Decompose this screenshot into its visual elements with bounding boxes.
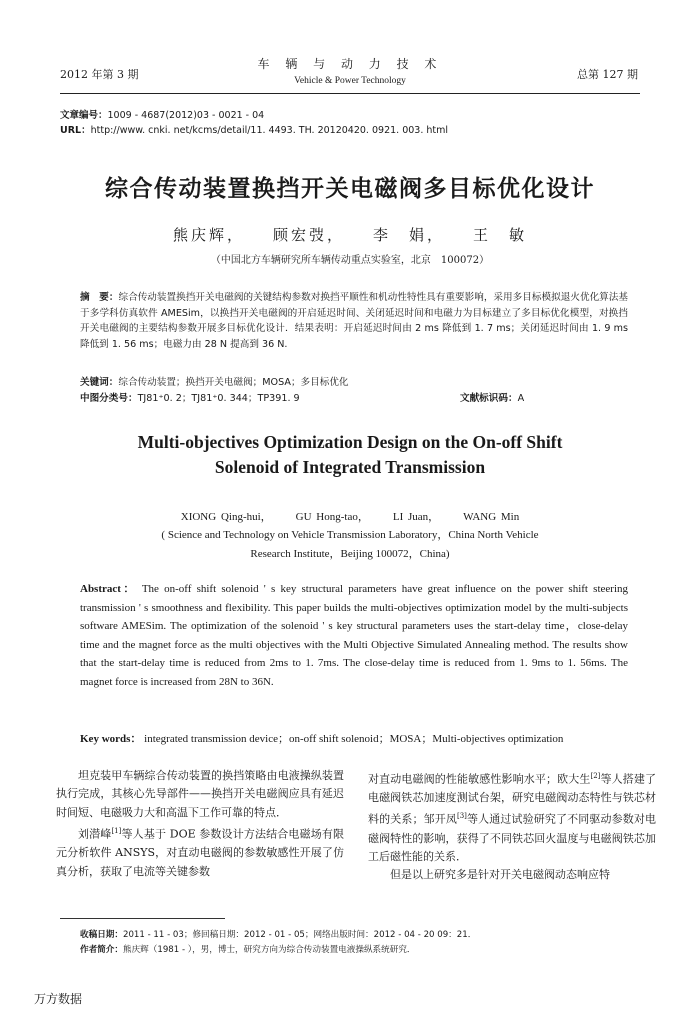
- classification-label: 中图分类号：: [80, 393, 138, 404]
- abstract-cn: [80, 290, 628, 352]
- journal-name-cn: 车 辆 与 动 力 技 术: [257, 57, 443, 71]
- journal-name-en: Vehicle & Power Technology: [294, 76, 406, 86]
- author-bio-label: 作者简介：: [80, 945, 123, 955]
- title-en: Multi-objectives Optimization Design on the On-off Shift Solenoid of Integrated Transmission: [137, 432, 563, 477]
- article-meta: [60, 108, 448, 138]
- document-code: [460, 391, 524, 407]
- body-text: 对直动电磁阀的性能敏感性影响水平；欧大生: [368, 772, 591, 786]
- body-text: 等人通过试验研究了不同驱动参数对电磁阀特性的影响，获得了不同铁芯回火温度与电磁阀铁芯加工后磁性能的关系．: [368, 813, 656, 863]
- author-cn-2: 顾宏弢，: [272, 226, 345, 244]
- authors-en: [0, 508, 700, 524]
- url-label: URL：: [60, 125, 91, 136]
- keywords-en-label: Key words：: [80, 733, 142, 745]
- footnote-rule: [60, 918, 225, 919]
- received-text: 2011 - 11 - 03；修回稿日期：2012 - 01 - 05；网络出版时间：2012 - 04 - 20 09：21．: [122, 930, 477, 940]
- author-en-4: WANG Min: [463, 511, 520, 523]
- author-en-1: XIONG Qing-hui，: [180, 511, 272, 523]
- body-text: 等人搭建了电磁阀铁芯加速度测试台架，研究电磁阀动态特性与铁芯材料的关系；邹开凤: [368, 772, 657, 827]
- header-rule: [60, 93, 640, 94]
- abstract-en-text: The on-off shift solenoid ' s key structural parameters have great influence on the power shift steering transmission ' s smoothness and flexibility. This paper builds the multi-objectives optimization model by the multi-subjects software AMESim. The optimization of the solenoid ' s key structural parameters uses the start-delay time，close-delay time and the magnet force as the multi objectives with the Multi Objective Simulated Annealing method. The results show that the start-delay time is reduced from 2ms to 1. 7ms. The close-delay time is reduced from 1. 9ms to 1. 56ms. The magnet force is increased from 28N to 36N.: [80, 583, 629, 688]
- keywords-cn-text: 综合传动装置；换挡开关电磁阀；MOSA；多目标优化: [118, 377, 349, 388]
- article-number-value: 1009 - 4687(2012)03 - 0021 - 04: [107, 110, 265, 121]
- article-number-label: 文章编号：: [60, 110, 108, 121]
- body-column-left: [56, 767, 344, 881]
- url-link[interactable]: http://www. cnki. net/kcms/detail/11. 4493. TH. 20120420. 0921. 003. html: [90, 125, 449, 136]
- abstract-en: [80, 580, 628, 692]
- footnote: [80, 928, 640, 958]
- footnote-received: [80, 928, 640, 943]
- keywords-en: [80, 730, 640, 746]
- abstract-cn-text: 综合传动装置换挡开关电磁阀的关键结构参数对换挡平顺性和机动性特性具有重要影响，采用多目标模拟退火优化算法基于多学科仿真软件 AMESim，以换挡开关电磁阀的开启延迟时间、关闭延迟时间和电磁力为目标建立了多目标优化模型，对换挡开关电磁阀的主要结构参数开展多目标优化设计．结果表明：开启延迟时间由 2 ms 降低到 1. 7 ms；关闭延迟时间由 1. 9 ms 降低到 1. 56 ms；电磁力由 28 N 提高到 36 N.: [80, 292, 629, 350]
- serial-label: 总第 127 期: [577, 68, 638, 81]
- body-paragraph: 坦克装甲车辆综合传动装置的换挡策略由电液操纵装置执行完成，其核心先导部件——换挡开关电磁阀应具有延迟时间短、电磁吸力大和高温下工作可靠的特点．: [56, 769, 344, 819]
- body-paragraph: [56, 822, 344, 881]
- received-label: 收稿日期：: [80, 930, 123, 940]
- author-en-2: GU Hong-tao，: [295, 511, 369, 523]
- document-code-value: A: [517, 393, 525, 404]
- authors-cn: [0, 224, 700, 245]
- citation-ref: [2]: [590, 772, 601, 780]
- issue-label: 2012 年第 3 期: [60, 68, 139, 81]
- footnote-author: [80, 943, 640, 958]
- classification-text: TJ81⁺0. 2；TJ81⁺0. 344；TP391. 9: [137, 393, 300, 404]
- citation-ref: [3]: [456, 812, 467, 821]
- body-paragraph: 但是以上研究多是针对开关电磁阀动态响应特: [390, 868, 610, 882]
- body-text: 等人基于 DOE 参数设计方法结合电磁场有限元分析软件 ANSYS，对直动电磁阀的参数敏感性开展了仿真分析，获取了电流等关键参数: [56, 827, 345, 878]
- author-cn-4: 王 敏: [473, 226, 528, 244]
- affiliation-en: ( Science and Technology on Vehicle Transmission Laboratory，China North Vehicle Research Institute，Beijing 100072，China): [161, 529, 539, 560]
- keywords-cn: [80, 375, 628, 391]
- keywords-en-text: integrated transmission device；on-off shift solenoid；MOSA；Multi-objectives optimization: [144, 733, 564, 745]
- abstract-en-label: Abstract：: [80, 583, 137, 595]
- author-cn-1: 熊庆辉，: [172, 226, 245, 244]
- citation-ref: [1]: [111, 827, 122, 836]
- title-cn: 综合传动装置换挡开关电磁阀多目标优化设计: [105, 176, 595, 202]
- keywords-cn-label: 关键词：: [80, 377, 119, 388]
- abstract-cn-label: 摘 要：: [80, 292, 119, 303]
- classification: [80, 391, 628, 407]
- author-cn-3: 李 娟，: [373, 226, 446, 244]
- author-bio-text: 熊庆辉（1981 - ），男，博士，研究方向为综合传动装置电液操纵系统研究．: [122, 945, 416, 955]
- article-number: [60, 108, 448, 123]
- watermark: 万方数据: [34, 992, 83, 1006]
- document-code-label: 文献标识码：: [460, 393, 518, 404]
- body-text: 刘潜峰: [78, 827, 112, 841]
- body-column-right: [368, 767, 656, 885]
- body-paragraph: [368, 767, 656, 866]
- author-en-3: LI Juan，: [392, 511, 440, 523]
- article-url: [60, 123, 448, 138]
- affiliation-cn: （中国北方车辆研究所车辆传动重点实验室，北京 100072）: [210, 255, 490, 266]
